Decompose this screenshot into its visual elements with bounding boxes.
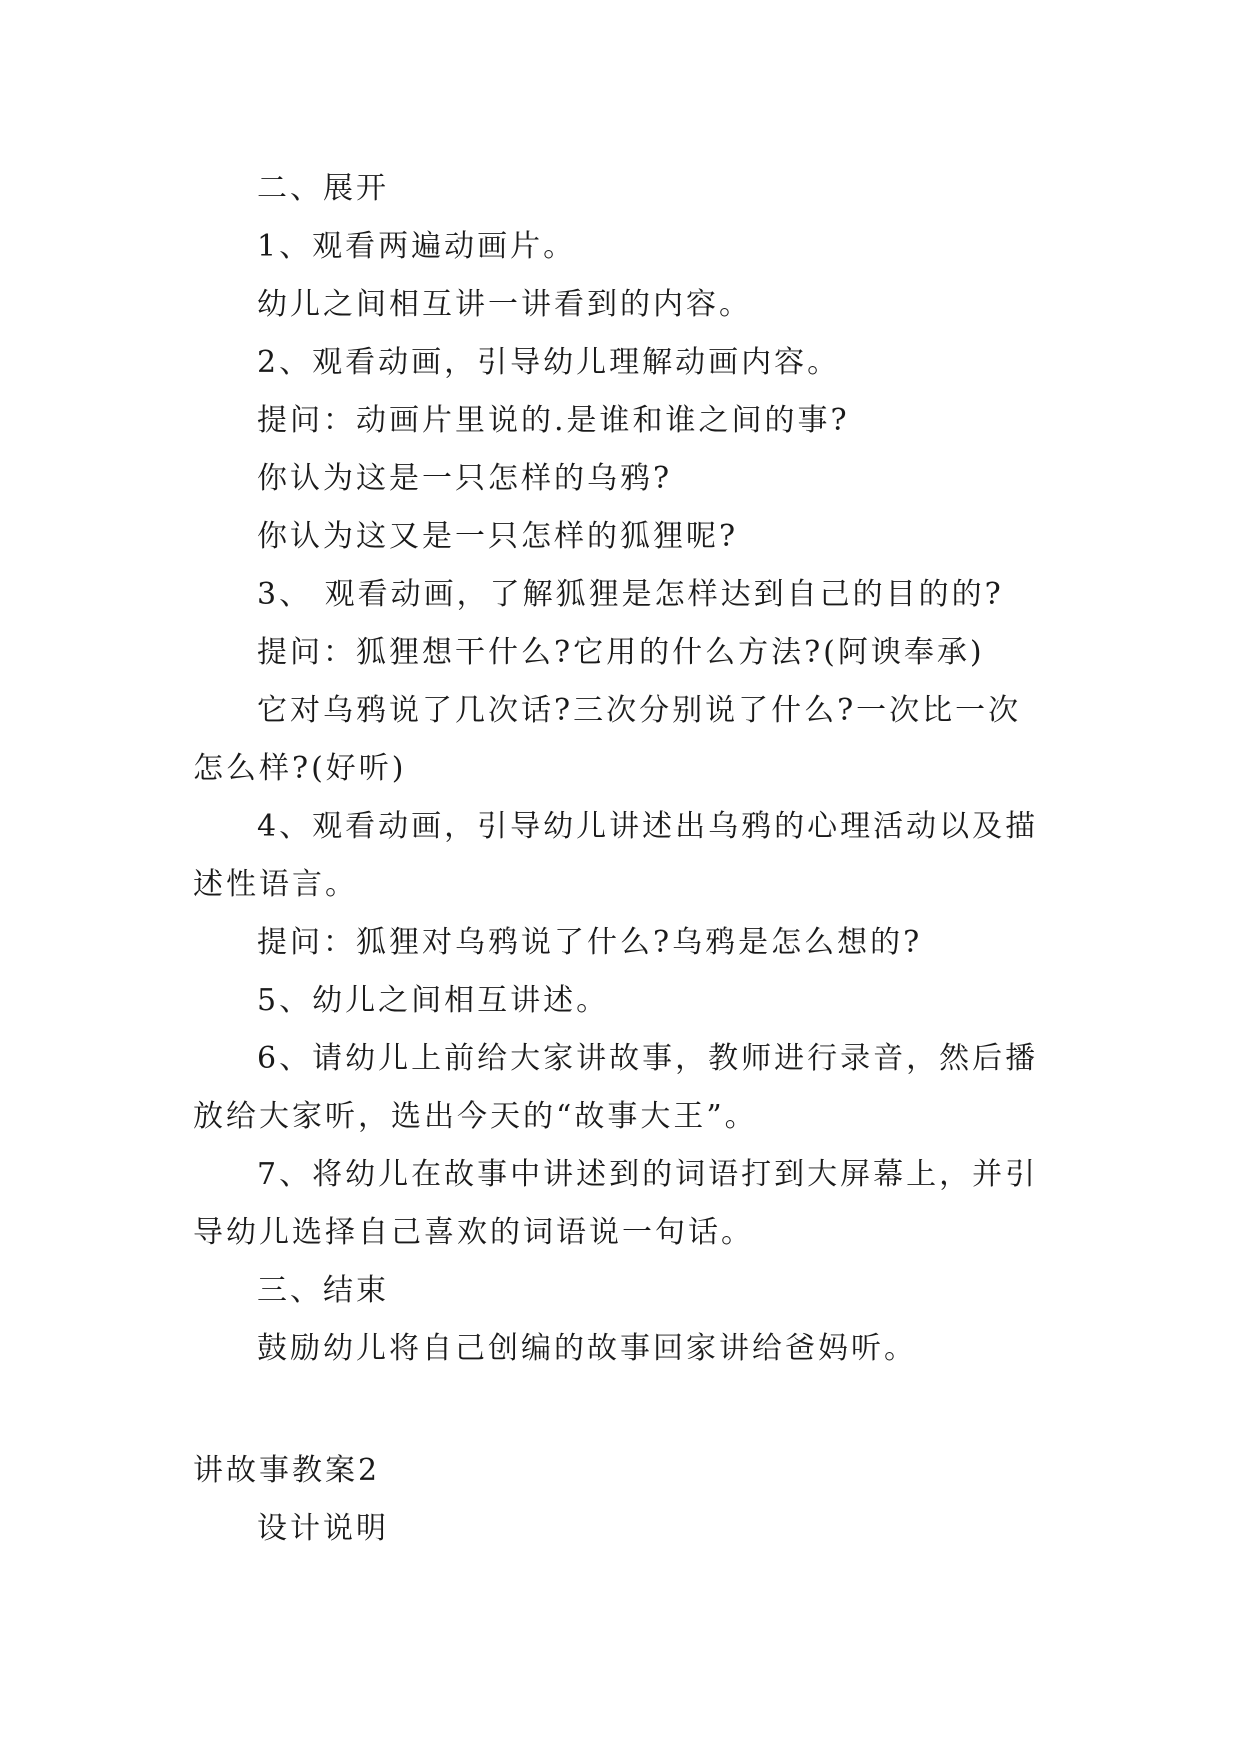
paragraph: 3、 观看动画，了解狐狸是怎样达到自己的目的的? [257, 577, 1004, 612]
paragraph: 你认为这又是一只怎样的狐狸呢? [257, 519, 739, 554]
document-body [193, 160, 1053, 1558]
section-heading: 三、结束 [257, 1273, 389, 1308]
paragraph: 5、幼儿之间相互讲述。 [257, 983, 610, 1018]
section-gap [193, 1378, 1053, 1442]
paragraph: 提问：狐狸对乌鸦说了什么?乌鸦是怎么想的? [257, 925, 923, 960]
document-title: 讲故事教案2 [193, 1453, 381, 1488]
section-heading: 二、展开 [257, 171, 389, 206]
paragraph: 提问：动画片里说的.是谁和谁之间的事? [257, 403, 850, 438]
section-heading: 设计说明 [257, 1511, 389, 1546]
paragraph: 你认为这是一只怎样的乌鸦? [257, 461, 673, 496]
paragraph: 它对乌鸦说了几次话?三次分别说了什么?一次比一次怎么样?(好听) [193, 693, 1022, 786]
paragraph: 7、将幼儿在故事中讲述到的词语打到大屏幕上，并引导幼儿选择自己喜欢的词语说一句话。 [193, 1157, 1039, 1250]
paragraph: 幼儿之间相互讲一讲看到的内容。 [257, 287, 752, 322]
paragraph: 提问：狐狸想干什么?它用的什么方法?(阿谀奉承) [257, 635, 985, 670]
paragraph: 鼓励幼儿将自己创编的故事回家讲给爸妈听。 [257, 1331, 917, 1366]
paragraph: 1、观看两遍动画片。 [257, 229, 577, 264]
paragraph: 4、观看动画，引导幼儿讲述出乌鸦的心理活动以及描述性语言。 [193, 809, 1039, 902]
paragraph: 6、请幼儿上前给大家讲故事，教师进行录音，然后播放给大家听，选出今天的“故事大王”。 [193, 1041, 1039, 1134]
paragraph: 2、观看动画，引导幼儿理解动画内容。 [257, 345, 841, 380]
